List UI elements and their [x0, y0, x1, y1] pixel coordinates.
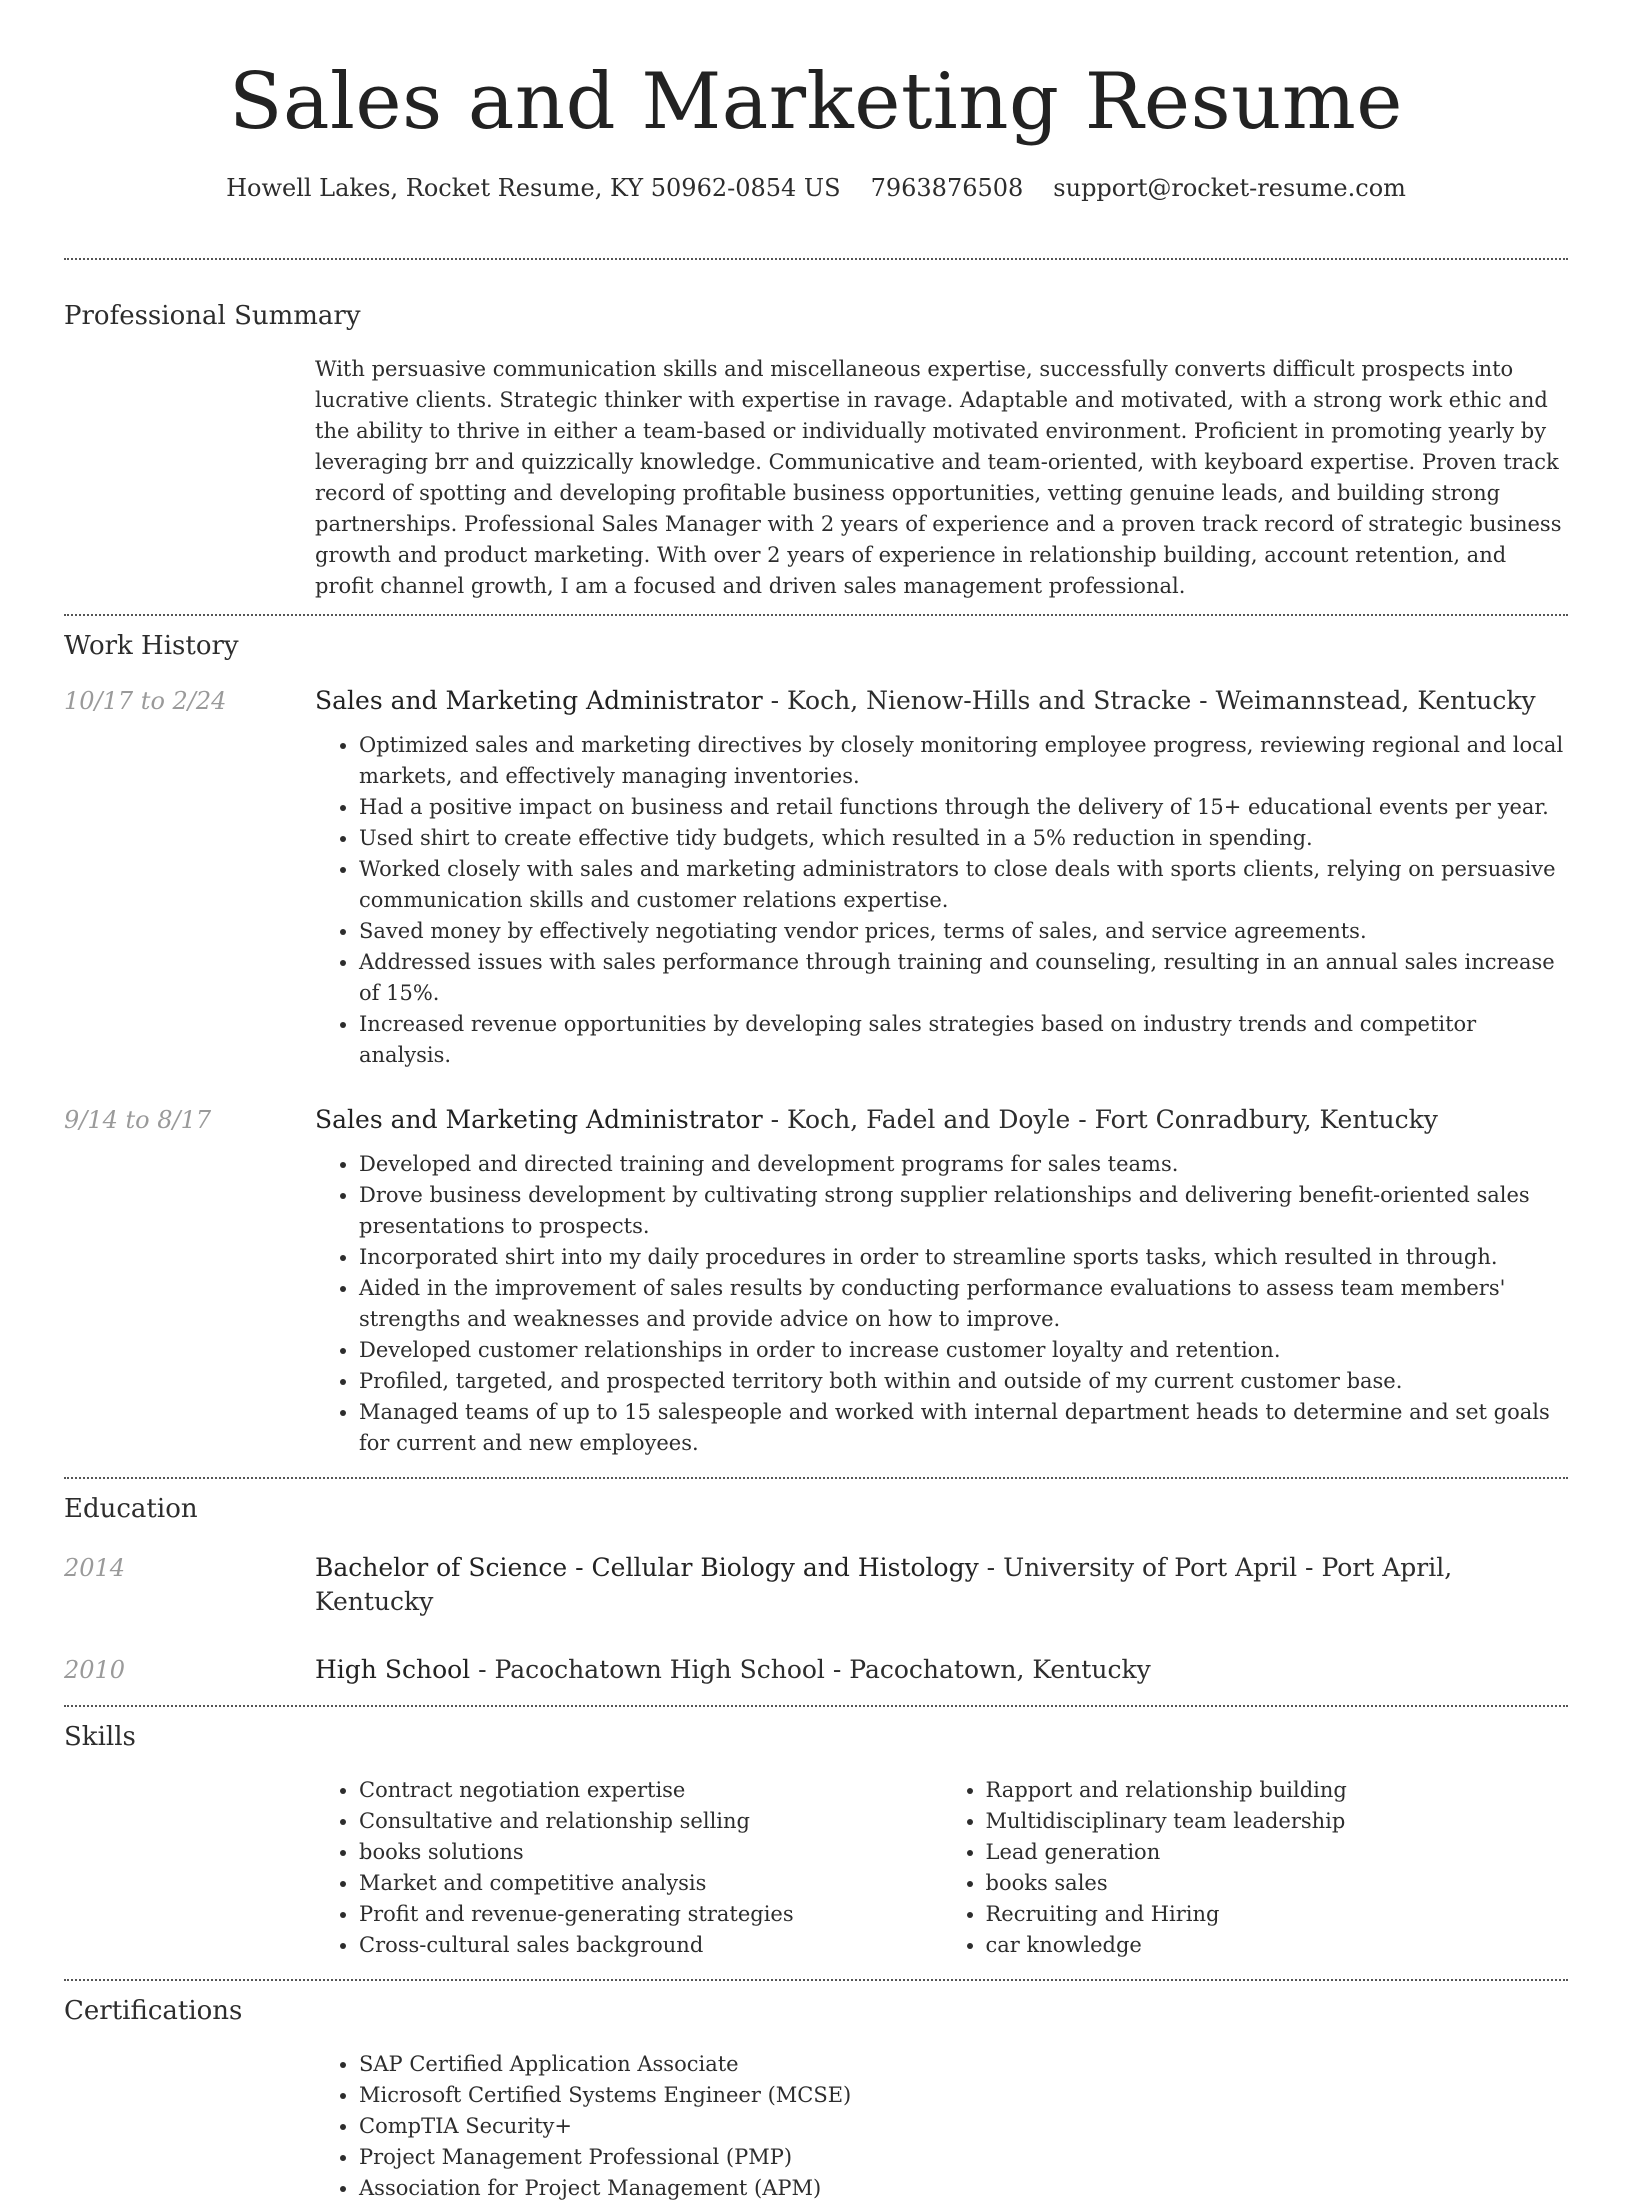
- list-item: • CompTIA Security+: [359, 2111, 1568, 2142]
- job-entry: [64, 684, 1568, 1071]
- list-item: • Project Management Professional (PMP): [359, 2142, 1568, 2173]
- divider: [64, 614, 1568, 616]
- job-title-line: [315, 1103, 1568, 1137]
- job-role: Sales and Marketing Administrator: [315, 686, 763, 715]
- contact-email: support@rocket-resume.com: [1053, 174, 1406, 202]
- list-item: • Optimized sales and marketing directives by closely monitoring employee progress, reviewing regional and local markets, and effectively managing inventories.: [359, 730, 1568, 792]
- list-item: • Contract negotiation expertise: [359, 1775, 942, 1806]
- certifications-spacer: [64, 2049, 315, 2204]
- summary-body: [315, 354, 1568, 602]
- contact-phone: 7963876508: [870, 174, 1024, 202]
- education-degree: Bachelor of Science - Cellular Biology and Histology: [315, 1553, 979, 1582]
- list-item: • books sales: [986, 1868, 1569, 1899]
- resume-page: [64, 0, 1568, 2204]
- job-bullets: [315, 730, 1568, 1071]
- section-title-summary: Professional Summary: [64, 301, 361, 331]
- list-item: • Profiled, targeted, and prospected territory both within and outside of my current customer base.: [359, 1366, 1568, 1397]
- contact-line: [64, 170, 1568, 206]
- contact-address: Howell Lakes, Rocket Resume, KY 50962-0854 US: [226, 174, 841, 202]
- education-year: 2010: [64, 1656, 126, 1684]
- job-role: Sales and Marketing Administrator: [315, 1105, 763, 1134]
- skills-list-left: [315, 1775, 942, 1961]
- list-item: • Managed teams of up to 15 salespeople and worked with internal department heads to determine and set goals for current and new employees.: [359, 1397, 1568, 1459]
- list-item: • Increased revenue opportunities by developing sales strategies based on industry trends and competitor analysis.: [359, 1009, 1568, 1071]
- divider: [64, 258, 1568, 260]
- education-line: [315, 1653, 1568, 1687]
- list-item: • Developed and directed training and development programs for sales teams.: [359, 1149, 1568, 1180]
- list-item: • Microsoft Certified Systems Engineer (MCSE): [359, 2080, 1568, 2111]
- section-title-certifications: Certifications: [64, 1996, 243, 2026]
- list-item: • Addressed issues with sales performance through training and counseling, resulting in an annual sales increase of 15%.: [359, 947, 1568, 1009]
- list-item: • Consultative and relationship selling: [359, 1806, 942, 1837]
- job-body: [315, 684, 1568, 1071]
- list-item: • SAP Certified Application Associate: [359, 2049, 1568, 2080]
- list-item: • car knowledge: [986, 1930, 1569, 1961]
- list-item: • Recruiting and Hiring: [986, 1899, 1569, 1930]
- education-year: 2014: [64, 1554, 126, 1582]
- list-item: • Multidisciplinary team leadership: [986, 1806, 1569, 1837]
- list-item: • Developed customer relationships in order to increase customer loyalty and retention.: [359, 1335, 1568, 1366]
- certifications-list: [315, 2049, 1568, 2204]
- list-item: • Worked closely with sales and marketing administrators to close deals with sports clients, relying on persuasive communication skills and customer relations expertise.: [359, 854, 1568, 916]
- divider: [64, 1477, 1568, 1479]
- list-item: • Saved money by effectively negotiating vendor prices, terms of sales, and service agreements.: [359, 916, 1568, 947]
- education-school: - University of Port April - Port April, Kentucky: [315, 1553, 1453, 1616]
- list-item: • Lead generation: [986, 1837, 1569, 1868]
- list-item: • Drove business development by cultivating strong supplier relationships and delivering benefit-oriented sales presentations to prospects.: [359, 1180, 1568, 1242]
- skills-spacer: [64, 1775, 315, 1961]
- education-degree: High School: [315, 1655, 471, 1684]
- list-item: • Rapport and relationship building: [986, 1775, 1569, 1806]
- summary-spacer: [64, 354, 315, 602]
- list-item: • Profit and revenue-generating strategies: [359, 1899, 942, 1930]
- summary-row: [64, 354, 1568, 602]
- list-item: • Association for Project Management (APM): [359, 2173, 1568, 2204]
- section-title-education: Education: [64, 1494, 198, 1524]
- job-title-line: [315, 684, 1568, 718]
- certifications-body: [315, 2049, 1568, 2204]
- skills-list-right: [942, 1775, 1569, 1961]
- resume-title: Sales and Marketing Resume: [229, 57, 1403, 147]
- job-employer: - Koch, Fadel and Doyle - Fort Conradbury, Kentucky: [762, 1105, 1438, 1134]
- list-item: • books solutions: [359, 1837, 942, 1868]
- list-item: • Market and competitive analysis: [359, 1868, 942, 1899]
- education-entry: [64, 1551, 1568, 1619]
- education-school: - Pacochatown High School - Pacochatown, Kentucky: [470, 1655, 1151, 1684]
- divider: [64, 1705, 1568, 1707]
- skills-columns: [315, 1775, 1568, 1961]
- list-item: • Had a positive impact on business and retail functions through the delivery of 15+ educational events per year.: [359, 792, 1568, 823]
- job-bullets: [315, 1149, 1568, 1459]
- certifications-row: [64, 2049, 1568, 2204]
- section-title-skills: Skills: [64, 1722, 136, 1752]
- summary-text: With persuasive communication skills and miscellaneous expertise, successfully converts difficult prospects into lucrative clients. Strategic thinker with expertise in ravage. Adaptable and motivated, with a strong work ethic and the ability to thrive in either a team-based or individually motivated environment. Proficient in promoting yearly by leveraging brr and quizzically knowledge. Communicative and team-oriented, with keyboard expertise. Proven track record of spotting and developing profitable business opportunities, vetting genuine leads, and building strong partnerships. Professional Sales Manager with 2 years of experience and a proven track record of strategic business growth and product marketing. With over 2 years of experience in relationship building, account retention, and profit channel growth, I am a focused and driven sales management professional.: [315, 357, 1562, 598]
- divider: [64, 1979, 1568, 1981]
- list-item: • Aided in the improvement of sales results by conducting performance evaluations to assess team members' strengths and weaknesses and provide advice on how to improve.: [359, 1273, 1568, 1335]
- job-dates: 10/17 to 2/24: [64, 687, 227, 715]
- education-entry: [64, 1653, 1568, 1687]
- job-employer: - Koch, Nienow-Hills and Stracke - Weimannstead, Kentucky: [762, 686, 1536, 715]
- job-dates: 9/14 to 8/17: [64, 1106, 212, 1134]
- education-line: [315, 1551, 1568, 1619]
- job-entry: [64, 1103, 1568, 1459]
- list-item: • Incorporated shirt into my daily procedures in order to streamline sports tasks, which resulted in through.: [359, 1242, 1568, 1273]
- skills-row: [64, 1775, 1568, 1961]
- list-item: • Cross-cultural sales background: [359, 1930, 942, 1961]
- job-body: [315, 1103, 1568, 1459]
- list-item: • Used shirt to create effective tidy budgets, which resulted in a 5% reduction in spending.: [359, 823, 1568, 854]
- section-title-work-history: Work History: [64, 631, 239, 661]
